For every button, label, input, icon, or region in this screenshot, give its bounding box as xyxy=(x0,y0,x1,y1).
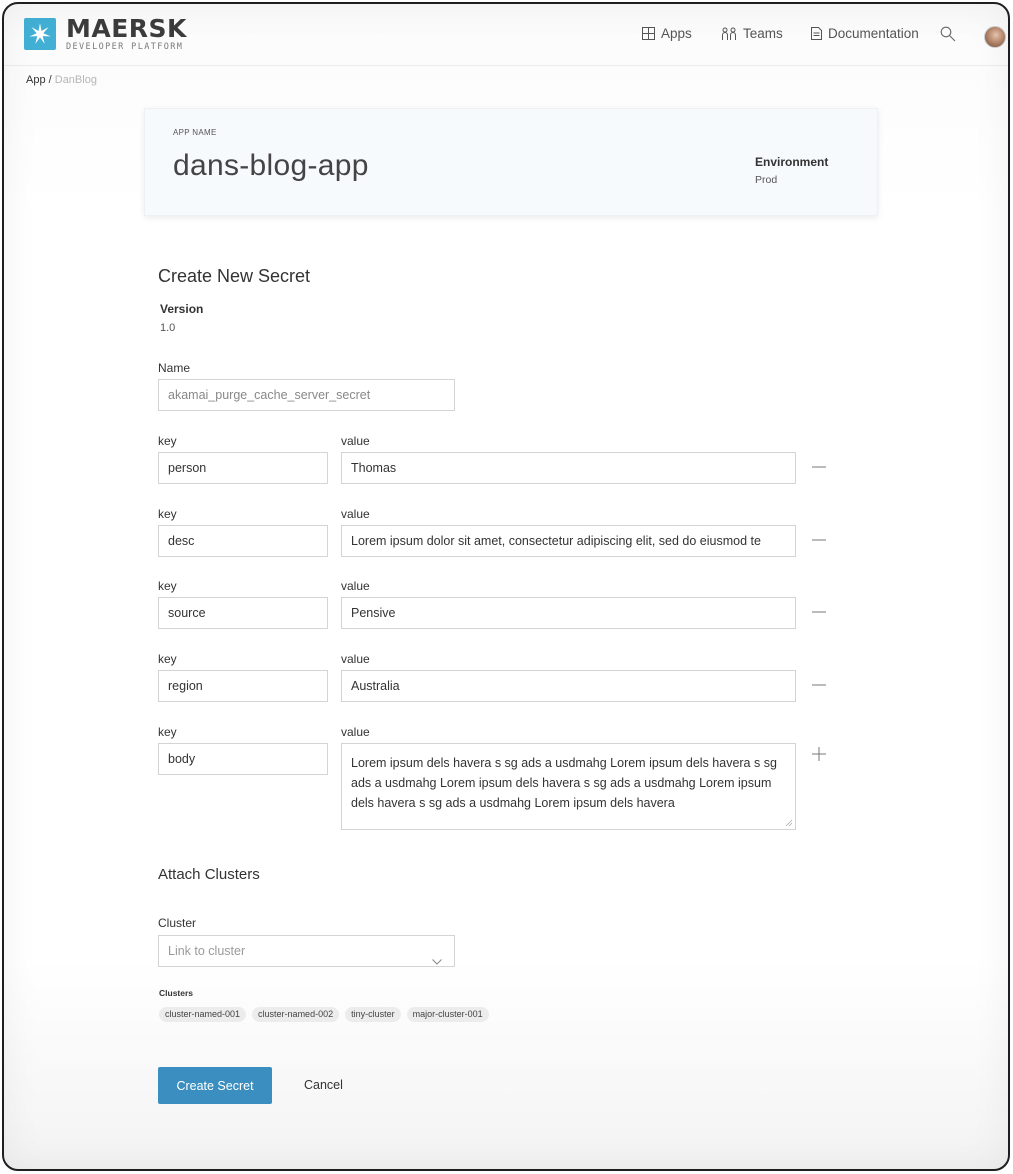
cluster-chip[interactable]: cluster-named-002 xyxy=(252,1007,339,1022)
value-label: value xyxy=(341,579,370,593)
key-label: key xyxy=(158,434,177,448)
name-label: Name xyxy=(158,361,191,375)
value-textarea-text: Lorem ipsum dels havera s sg ads a usdmahg Lorem ipsum dels havera s sg ads a usdmahg Lorem ipsum dels havera s sg ads a usdmahg Lorem ipsum dels havera s sg ads a usdmahg Lorem ipsum dels havera xyxy=(351,756,777,810)
breadcrumb-root[interactable]: App / xyxy=(26,74,52,86)
cluster-chip[interactable]: cluster-named-001 xyxy=(159,1007,246,1022)
key-input[interactable]: region xyxy=(158,670,328,702)
cluster-select-placeholder: Link to cluster xyxy=(168,944,246,958)
environment-value: Prod xyxy=(755,174,778,186)
key-label: key xyxy=(158,507,177,521)
key-input[interactable]: person xyxy=(158,452,328,484)
value-label: value xyxy=(341,434,370,448)
search-icon[interactable] xyxy=(940,26,956,47)
brand-title: MAERSK xyxy=(66,14,187,43)
chevron-down-icon xyxy=(432,946,442,976)
key-label: key xyxy=(158,579,177,593)
key-label: key xyxy=(158,725,177,739)
add-pair-button[interactable] xyxy=(811,748,827,764)
nav-documentation-label: Documentation xyxy=(828,26,919,41)
key-input[interactable]: body xyxy=(158,743,328,775)
remove-pair-button[interactable] xyxy=(811,456,827,472)
key-label: key xyxy=(158,652,177,666)
value-textarea[interactable] xyxy=(341,743,796,830)
environment-label: Environment xyxy=(755,155,829,169)
star-logo-icon[interactable] xyxy=(24,18,56,50)
breadcrumb xyxy=(26,74,97,86)
value-input[interactable]: Australia xyxy=(341,670,796,702)
cluster-select[interactable] xyxy=(158,935,455,967)
breadcrumb-current[interactable]: DanBlog xyxy=(54,74,97,86)
value-label: value xyxy=(341,507,370,521)
plus-icon xyxy=(812,747,826,766)
cluster-chip[interactable]: tiny-cluster xyxy=(345,1007,401,1022)
value-input[interactable]: Lorem ipsum dolor sit amet, consectetur adipiscing elit, sed do eiusmod te xyxy=(341,525,796,557)
minus-icon xyxy=(812,673,826,691)
create-secret-button[interactable]: Create Secret xyxy=(158,1067,272,1104)
remove-pair-button[interactable] xyxy=(811,529,827,545)
cluster-label: Cluster xyxy=(158,916,197,930)
grid-icon xyxy=(642,27,655,40)
document-icon xyxy=(811,27,822,40)
value-input[interactable]: Thomas xyxy=(341,452,796,484)
cluster-chip[interactable]: major-cluster-001 xyxy=(407,1007,489,1022)
minus-icon xyxy=(812,528,826,546)
remove-pair-button[interactable] xyxy=(811,674,827,690)
name-input[interactable]: akamai_purge_cache_server_secret xyxy=(158,379,455,411)
key-input[interactable]: desc xyxy=(158,525,328,557)
value-input[interactable]: Pensive xyxy=(341,597,796,629)
nav-documentation[interactable] xyxy=(811,26,919,41)
people-icon xyxy=(721,27,737,41)
clusters-list-label: Clusters xyxy=(159,988,194,998)
avatar[interactable] xyxy=(984,26,1006,48)
resize-handle-icon[interactable] xyxy=(785,819,793,827)
nav-apps[interactable] xyxy=(642,26,692,41)
minus-icon xyxy=(812,600,826,618)
nav-teams[interactable] xyxy=(721,26,783,41)
cancel-button[interactable]: Cancel xyxy=(304,1078,343,1092)
value-label: value xyxy=(341,652,370,666)
top-header xyxy=(4,4,1008,66)
remove-pair-button[interactable] xyxy=(811,601,827,617)
nav-apps-label: Apps xyxy=(661,26,692,41)
version-label: Version xyxy=(160,302,204,316)
cluster-chip-list xyxy=(159,1007,489,1022)
app-window xyxy=(2,2,1010,1171)
form-title: Create New Secret xyxy=(158,266,311,286)
brand-logo[interactable] xyxy=(66,14,187,52)
value-label: value xyxy=(341,725,370,739)
key-input[interactable]: source xyxy=(158,597,328,629)
brand-subtitle: DEVELOPER PLATFORM xyxy=(66,42,184,52)
app-name: dans-blog-app xyxy=(173,149,369,182)
attach-clusters-title: Attach Clusters xyxy=(158,866,260,883)
app-name-label: APP NAME xyxy=(173,128,217,137)
minus-icon xyxy=(812,455,826,473)
version-value: 1.0 xyxy=(160,322,176,334)
app-info-card xyxy=(144,108,878,216)
nav-teams-label: Teams xyxy=(743,26,783,41)
